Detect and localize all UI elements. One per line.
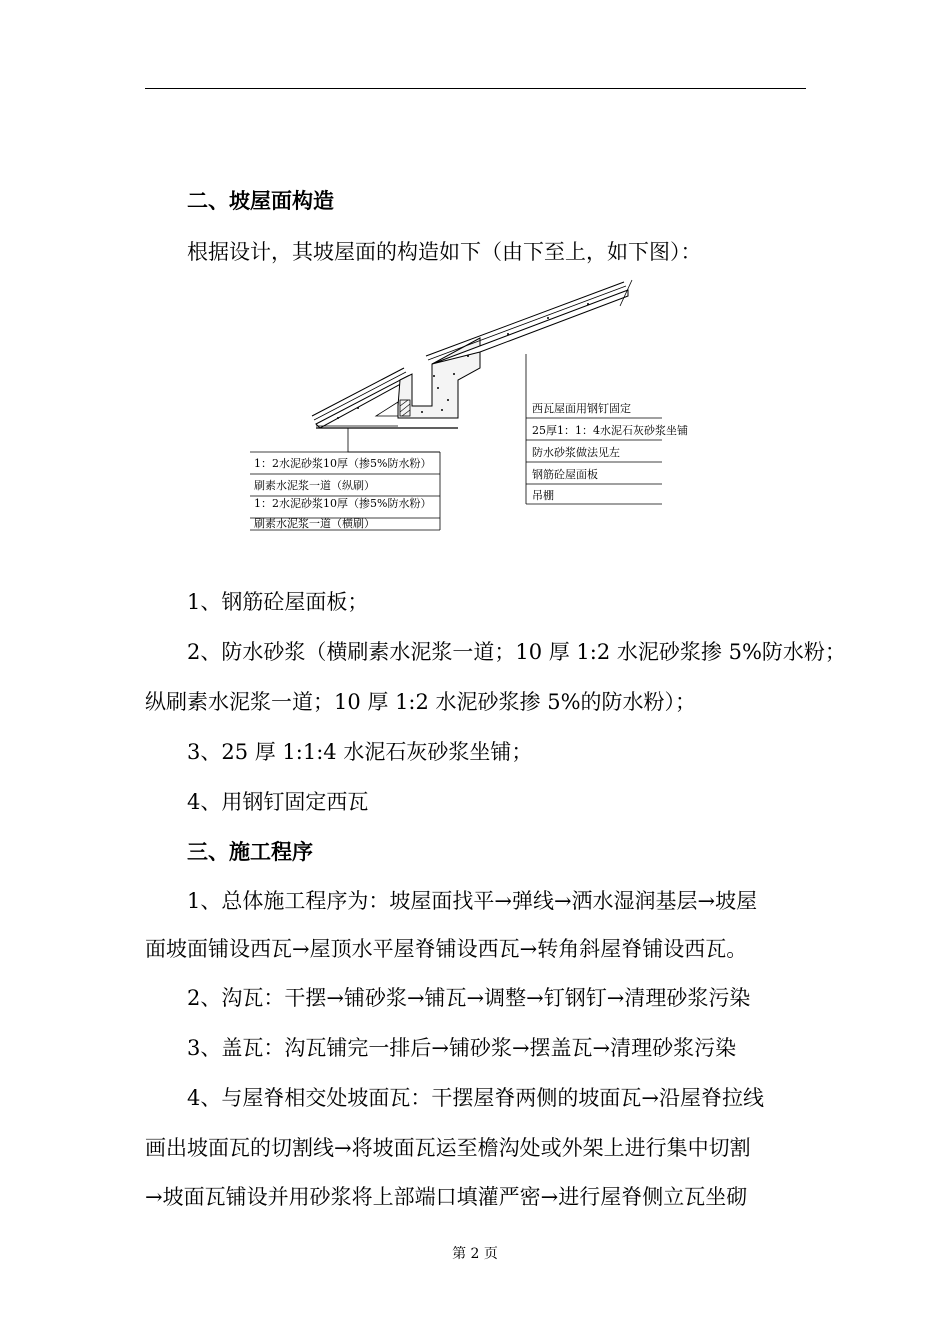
section-3-heading: 三、施工程序	[187, 839, 313, 864]
procedure-line-7: →坡面瓦铺设并用砂浆将上部端口填灌严密→进行屋脊侧立瓦坐砌	[145, 1185, 748, 1209]
tile-layer-upper-2	[428, 286, 626, 360]
procedure-line-3: 2、沟瓦：干摆→铺砂浆→铺瓦→调整→钉钢钉→清理砂浆污染	[187, 986, 751, 1010]
page-number: 第 2 页	[452, 1246, 498, 1262]
header-rule	[145, 88, 806, 89]
roof-section-figure	[248, 276, 688, 532]
layer-item-3: 3、25 厚 1:1:4 水泥石灰砂浆坐铺；	[187, 740, 533, 764]
procedure-line-5: 4、与屋脊相交处坡面瓦：干摆屋脊两侧的坡面瓦→沿屋脊拉线	[187, 1086, 764, 1110]
right-label-5: 吊棚	[532, 489, 554, 502]
roof-section-drawing	[248, 276, 688, 532]
mortar-wedge	[376, 402, 398, 416]
left-label-3: 1：2水泥砂浆10厚（掺5%防水粉）	[254, 497, 432, 510]
layer-item-2: 2、防水砂浆（横刷素水泥浆一道；10 厚 1:2 水泥砂浆掺 5%防水粉；	[187, 640, 846, 664]
tile-layer-upper-1	[426, 282, 624, 356]
procedure-line-1: 1、总体施工程序为：坡屋面找平→弹线→洒水湿润基层→坡屋	[187, 889, 758, 913]
section-2-intro: 根据设计，其坡屋面的构造如下（由下至上，如下图）：	[187, 240, 702, 264]
procedure-line-6: 画出坡面瓦的切割线→将坡面瓦运至檐沟处或外架上进行集中切割	[145, 1136, 751, 1160]
lower-slope-slab	[316, 376, 408, 428]
procedure-line-2: 面坡面铺设西瓦→屋顶水平屋脊铺设西瓦→转角斜屋脊铺设西瓦。	[145, 937, 748, 961]
layer-item-1: 1、钢筋砼屋面板；	[187, 590, 369, 614]
right-label-2: 25厚1：1：4水泥石灰砂浆坐铺	[532, 424, 688, 437]
section-2-heading: 二、坡屋面构造	[187, 188, 334, 213]
right-label-1: 西瓦屋面用钢钉固定	[532, 402, 631, 415]
left-label-2: 刷素水泥浆一道（纵刷）	[254, 479, 375, 492]
upper-slope-slab	[432, 290, 628, 364]
procedure-line-4: 3、盖瓦：沟瓦铺完一排后→铺砂浆→摆盖瓦→清理砂浆污染	[187, 1036, 737, 1060]
layer-item-4: 4、用钢钉固定西瓦	[187, 790, 369, 814]
layer-item-2-cont: 纵刷素水泥浆一道；10 厚 1:2 水泥砂浆掺 5%的防水粉）；	[145, 690, 697, 714]
right-label-4: 钢筋砼屋面板	[532, 468, 598, 481]
right-label-3: 防水砂浆做法见左	[532, 446, 620, 459]
left-leader	[348, 428, 440, 452]
tile-layer-lower-2	[314, 372, 406, 420]
left-label-4: 刷素水泥浆一道（横刷）	[254, 517, 375, 530]
left-label-1: 1：2水泥砂浆10厚（掺5%防水粉）	[254, 457, 432, 470]
